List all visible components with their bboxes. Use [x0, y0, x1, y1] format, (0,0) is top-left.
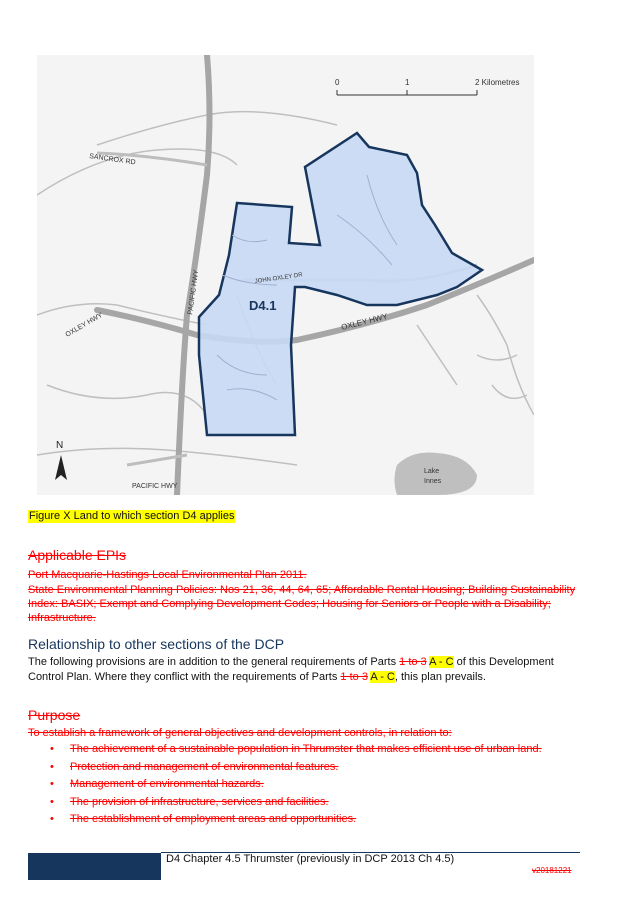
purpose-heading: Purpose	[28, 707, 81, 723]
purpose-intro: To establish a framework of general objectives and development controls, in relation to:	[28, 727, 452, 739]
epis-line-1: Port Macquarie-Hastings Local Environmental Plan 2011.	[28, 569, 307, 581]
label-oxley-hwy-east: OXLEY HWY	[340, 311, 389, 332]
list-item: • The achievement of a sustainable population in Thrumster that makes efficient use of urban land.	[28, 741, 588, 759]
north-label: N	[56, 440, 64, 451]
relationship-paragraph	[28, 655, 588, 684]
relationship-inserted-1: A - C	[429, 656, 454, 668]
relationship-text-1: The following provisions are in addition to the general requirements of Parts	[28, 656, 400, 668]
label-pacific-hwy-south: PACIFIC HWY	[132, 483, 178, 490]
relationship-section	[28, 635, 588, 684]
relationship-text-2: of this Development Control Plan. Where they conflict with the requirements of Parts	[28, 656, 554, 683]
relationship-deleted-1: 1 to 3	[399, 656, 427, 668]
footer-title: D4 Chapter 4.5 Thrumster (previously in DCP 2013 Ch 4.5)	[166, 853, 455, 865]
relationship-text-3: , this plan prevails.	[394, 670, 486, 683]
applicable-epis-section	[28, 546, 588, 625]
relationship-deleted-2: 1 to 3	[340, 670, 368, 683]
scale-tick-0: 0	[335, 78, 340, 87]
location-map	[37, 55, 534, 495]
label-oxley-hwy-west: OXLEY HWY	[64, 311, 104, 339]
scale-tick-2: 2 Kilometres	[475, 78, 520, 87]
relationship-heading: Relationship to other sections of the DCP	[28, 636, 285, 652]
label-sancrox-rd: SANCROX RD	[88, 153, 136, 167]
figure-caption: Figure X Land to which section D4 applies	[29, 510, 235, 522]
list-item: • Management of environmental hazards.	[28, 776, 588, 794]
scale-bar	[335, 78, 519, 95]
epis-line-2: State Environmental Planning Policies: Nos 21, 36, 44, 64, 65; Affordable Rental Housing; Building Sustainability Index: BASIX; Exempt and Complying Development Codes; Housing for Seniors or People with a Disability; Infrastructure.	[28, 584, 576, 624]
purpose-list	[28, 741, 588, 829]
footer-version: v20181221	[532, 866, 572, 875]
list-item: • The establishment of employment areas and opportunities.	[28, 811, 588, 829]
label-john-oxley-dr: JOHN OXLEY DR	[254, 272, 304, 285]
purpose-section	[28, 706, 588, 829]
relationship-inserted-2: A - C	[370, 670, 395, 683]
label-innes: Innes	[424, 478, 442, 485]
d4-1-area	[199, 133, 482, 435]
label-lake: Lake	[424, 468, 440, 475]
list-item: • Protection and management of environmental features.	[28, 759, 588, 777]
north-arrow-icon	[55, 440, 67, 480]
epis-heading: Applicable EPIs	[28, 547, 127, 563]
footer-bar	[28, 853, 161, 880]
label-pacific-hwy-north: PACIFIC HWY	[187, 269, 201, 316]
area-label-d4-1: D4.1	[249, 298, 277, 313]
scale-tick-1: 1	[405, 78, 410, 87]
list-item: • The provision of infrastructure, services and facilities.	[28, 794, 588, 812]
